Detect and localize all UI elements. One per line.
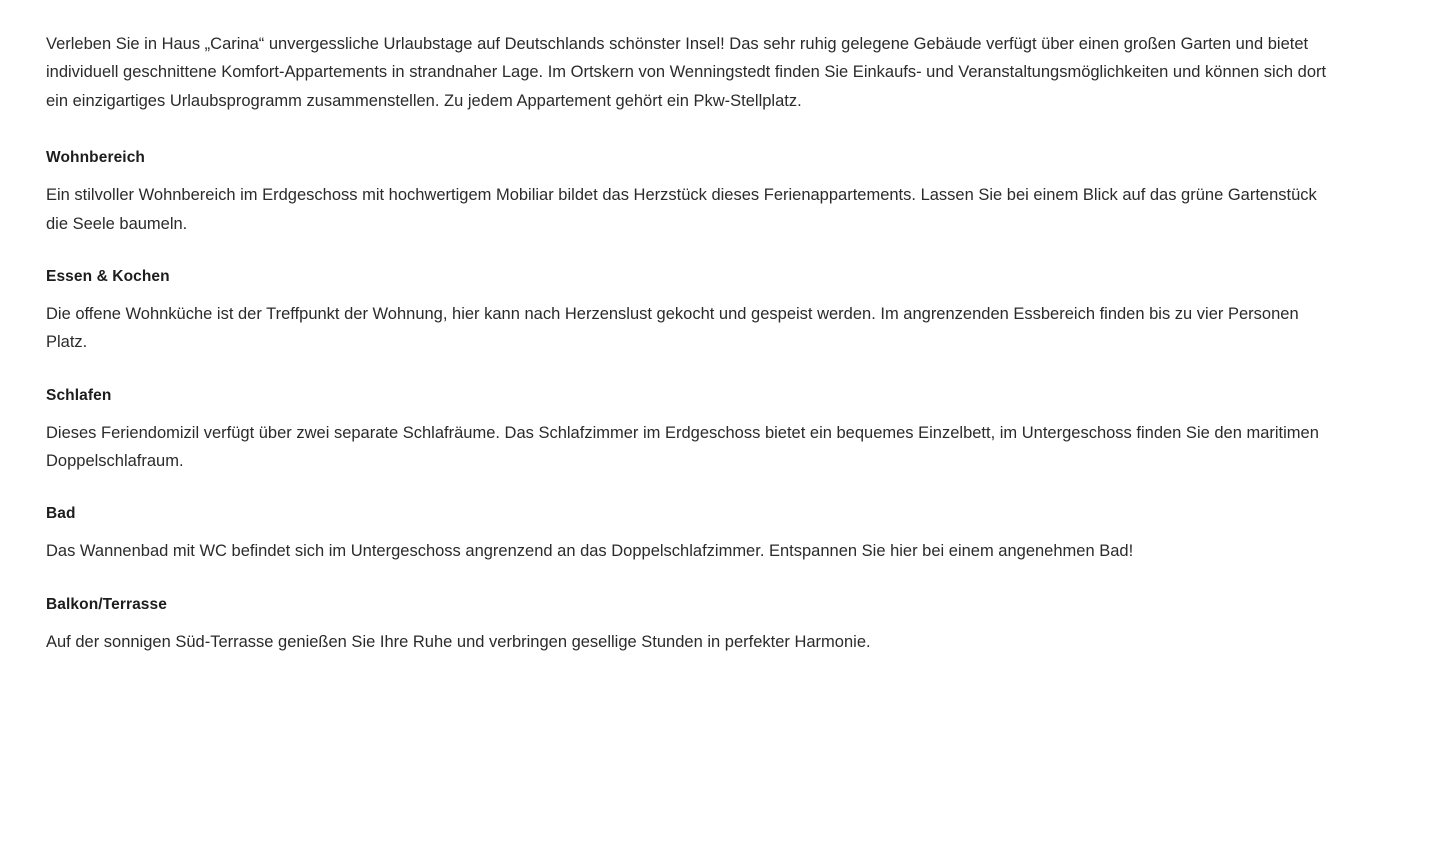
section-body-balkon-terrasse: Auf der sonnigen Süd-Terrasse genießen Sie Ihre Ruhe und verbringen gesellige Stunden in perfekter Harmonie. (46, 632, 871, 651)
section-body-essen-kochen: Die offene Wohnküche ist der Treffpunkt der Wohnung, hier kann nach Herzenslust gekocht und gespeist werden. Im angrenzenden Essbereich finden bis zu vier Personen Platz. (46, 304, 1299, 352)
section-balkon-terrasse (46, 596, 1330, 656)
section-heading-wohnbereich: Wohnbereich (46, 149, 145, 167)
section-body-schlafen: Dieses Feriendomizil verfügt über zwei separate Schlafräume. Das Schlafzimmer im Erdgeschoss bietet ein bequemes Einzelbett, im Untergeschoss finden Sie den maritimen Doppelschlafraum. (46, 423, 1319, 470)
section-body-wohnbereich: Ein stilvoller Wohnbereich im Erdgeschoss mit hochwertigem Mobiliar bildet das Herzstück dieses Ferienappartements. Lassen Sie bei einem Blick auf das grüne Gartenstück die Seele baumeln. (46, 186, 1317, 233)
section-wohnbereich (46, 149, 1330, 238)
intro-paragraph: Verleben Sie in Haus „Carina“ unvergessliche Urlaubstage auf Deutschlands schönster Insel! Das sehr ruhig gelegene Gebäude verfügt über einen großen Garten und bietet individuell geschnittene Komfort-Appartements in strandnaher Lage. Im Ortskern von Wenningstedt finden Sie Einkaufs- und Veranstaltungsmöglichkeiten und können sich dort ein einzigartiges Urlaubsprogramm zusammenstellen. Zu jedem Appartement gehört ein Pkw-Stellplatz. (46, 35, 1327, 110)
section-essen-kochen (46, 268, 1330, 357)
section-heading-essen-kochen: Essen & Kochen (46, 267, 170, 285)
section-body-bad: Das Wannenbad mit WC befindet sich im Untergeschoss angrenzend an das Doppelschlafzimmer. Entspannen Sie hier bei einem angenehmen Bad! (46, 542, 1134, 561)
section-bad (46, 505, 1330, 565)
section-schlafen (46, 387, 1330, 476)
section-heading-bad: Bad (46, 505, 76, 523)
section-heading-schlafen: Schlafen (46, 386, 112, 404)
section-heading-balkon-terrasse: Balkon/Terrasse (46, 595, 167, 613)
